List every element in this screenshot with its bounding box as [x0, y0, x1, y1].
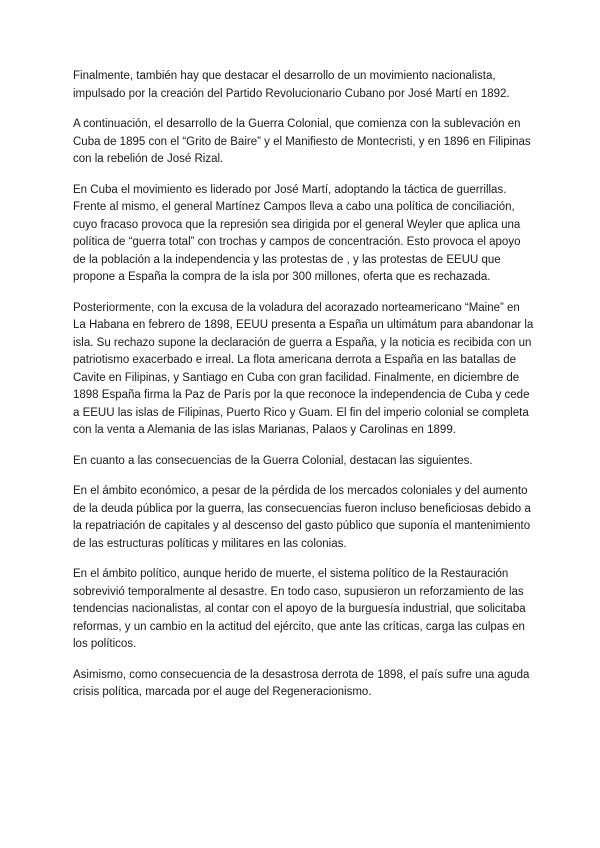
paragraph-guerra-colonial: A continuación, el desarrollo de la Guerra Colonial, que comienza con la sublevación en Cuba de 1895 con el “Grito de Baire” y el Manifiesto de Montecristi, y en 1896 en Filipinas con la rebelión de José Rizal. — [73, 118, 531, 165]
paragraph-ambito-politico: En el ámbito político, aunque herido de muerte, el sistema político de la Restauración sobrevivió temporalmente al desastre. En todo caso, supusieron un reforzamiento de las tendencias nacionalistas, al contar con el apoyo de la burguesía industrial, que solicitaba reformas, y un cambio en la actitud del ejército, que ante las críticas, carga las culpas en los políticos. — [73, 568, 526, 650]
paragraph-ambito-economico: En el ámbito económico, a pesar de la pérdida de los mercados coloniales y del aumento de la deuda pública por la guerra, las consecuencias fueron incluso beneficiosas debido a la repatriación de capitales y al descenso del gasto público que suponía el mantenimiento de las estructuras políticas y militares en las colonias. — [73, 485, 531, 550]
document-page — [73, 68, 535, 715]
paragraph-maine: Posteriormente, con la excusa de la voladura del acorazado norteamericano “Maine” en La Habana en febrero de 1898, EEUU presenta a España un ultimátum para abandonar la isla. Su rechazo supone la declaración de guerra a España, y la noticia es recibida con un patriotismo exacerbado e irreal. La flota americana derrota a España en las batallas de Cavite en Filipinas, y Santiago en Cuba con gran facilidad. Finalmente, en diciembre de 1898 España firma la Paz de París por la que reconoce la independencia de Cuba y cede a EEUU las islas de Filipinas, Puerto Rico y Guam. El fin del imperio colonial se completa con la venta a Alemania de las islas Marianas, Palaos y Carolinas en 1899. — [73, 301, 534, 436]
paragraph-consecuencias-intro: En cuanto a las consecuencias de la Guerra Colonial, destacan las siguientes. — [73, 454, 473, 467]
paragraph-regeneracionismo: Asimismo, como consecuencia de la desastrosa derrota de 1898, el país sufre una aguda crisis política, marcada por el auge del Regeneracionismo. — [73, 668, 530, 698]
paragraph-cuba-movimiento: En Cuba el movimiento es liderado por José Martí, adoptando la táctica de guerrillas. Frente al mismo, el general Martínez Campos lleva a cabo una política de conciliación, cuyo fracaso provoca que la represión sea dirigida por el general Weyler que aplica una política de “guerra total” con trochas y campos de concentración. Esto provoca el apoyo de la población a la independencia y las protestas de , y las protestas de EEUU que propone a España la compra de la isla por 300 millones, oferta que es rechazada. — [73, 183, 521, 283]
paragraph-nacionalismo: Finalmente, también hay que destacar el desarrollo de un movimiento nacionalista, impulsado por la creación del Partido Revolucionario Cubano por José Martí en 1892. — [73, 70, 510, 100]
